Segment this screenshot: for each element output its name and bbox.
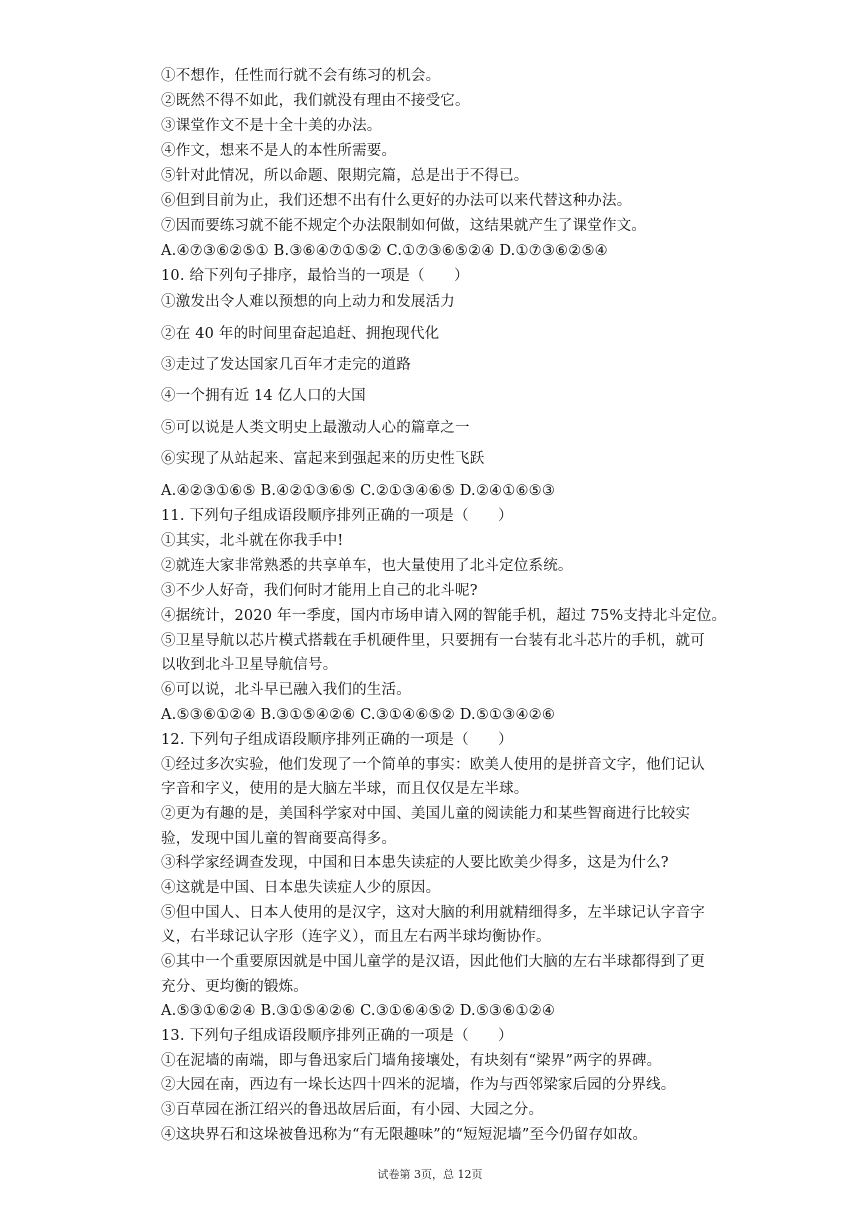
q12-sentence-4: ④这就是中国、日本患失读症人少的原因。 <box>161 880 441 896</box>
q11-sentence-6: ⑥可以说，北斗早已融入我们的生活。 <box>161 682 411 698</box>
option-sentence-5: ⑤针对此情况，所以命题、限期完篇，总是出于不得已。 <box>161 168 529 184</box>
q12-sentence-6: ⑥其中一个重要原因就是中国儿童学的是汉语，因此他们大脑的左右半球都得到了更 <box>161 954 705 970</box>
q10-sentence-1: ①激发出令人难以预想的向上动力和发展活力 <box>161 294 455 310</box>
q12-sentence-6-cont: 充分、更均衡的锻炼。 <box>161 979 308 995</box>
q13-sentence-2: ②大园在南，西边有一垛长达四十四米的泥墙，作为与西邻梁家后园的分界线。 <box>161 1077 676 1093</box>
q12-sentence-1-cont: 字音和字义，使用的是大脑左半球，而且仅仅是左半球。 <box>161 781 529 797</box>
question-10-title: 10. 给下列句子排序，最恰当的一项是（ ） <box>161 268 469 284</box>
q11-sentence-4: ④据统计，2020 年一季度，国内市场申请入网的智能手机，超过 75%支持北斗定位。 <box>161 608 727 624</box>
q12-sentence-5: ⑤但中国人、日本人使用的是汉字，这对大脑的利用就精细得多，左半球记认字音字 <box>161 905 705 921</box>
question-13-title: 13. 下列句子组成语段顺序排列正确的一项是（ ） <box>161 1028 513 1044</box>
option-sentence-6: ⑥但到目前为止，我们还想不出有什么更好的办法可以来代替这种办法。 <box>161 193 632 209</box>
q10-sentence-5: ⑤可以说是人类文明史上最激动人心的篇章之一 <box>161 420 470 436</box>
q11-answer-choices: A.⑤③⑥①②④ B.③①⑤④②⑥ C.③①④⑥⑤② D.⑤①③④②⑥ <box>161 707 556 723</box>
page-footer: 试卷第 3页，总 12页 <box>377 1168 483 1181</box>
q10-sentence-6: ⑥实现了从站起来、富起来到强起来的历史性飞跃 <box>161 451 485 467</box>
question-12-title: 12. 下列句子组成语段顺序排列正确的一项是（ ） <box>161 732 513 748</box>
q10-sentence-2: ②在 40 年的时间里奋起追赶、拥抱现代化 <box>161 326 440 342</box>
q10-answer-choices: A.④②③①⑥⑤ B.④②①③⑥⑤ C.②①③④⑥⑤ D.②④①⑥⑤③ <box>161 483 556 499</box>
option-sentence-3: ③课堂作文不是十全十美的办法。 <box>161 118 382 134</box>
q11-sentence-5: ⑤卫星导航以芯片模式搭载在手机硬件里，只要拥有一台装有北斗芯片的手机，就可 <box>161 633 705 649</box>
q11-sentence-3: ③不少人好奇，我们何时才能用上自己的北斗呢? <box>161 583 478 599</box>
q12-sentence-5-cont: 义，右半球记认字形（连字义），而且左右两半球均衡协作。 <box>161 929 551 945</box>
q12-sentence-1: ①经过多次实验，他们发现了一个简单的事实：欧美人使用的是拼音文字，他们记认 <box>161 757 705 773</box>
q13-sentence-4: ④这块界石和这垛被鲁迅称为“有无限趣味”的“短短泥墙”至今仍留存如故。 <box>161 1127 648 1143</box>
q11-sentence-2: ②就连大家非常熟悉的共享单车，也大量使用了北斗定位系统。 <box>161 558 573 574</box>
q12-sentence-2: ②更为有趣的是，美国科学家对中国、美国儿童的阅读能力和某些智商进行比较实 <box>161 806 691 822</box>
q11-sentence-1: ①其实，北斗就在你我手中! <box>161 533 344 549</box>
q10-sentence-4: ④一个拥有近 14 亿人口的大国 <box>161 388 366 404</box>
question-11-title: 11. 下列句子组成语段顺序排列正确的一项是（ ） <box>161 508 513 524</box>
q11-sentence-5-cont: 以收到北斗卫星导航信号。 <box>161 657 338 673</box>
q13-sentence-1: ①在泥墙的南端，即与鲁迅家后门墙角接壤处，有块刻有“梁界”两字的界碑。 <box>161 1053 662 1069</box>
q10-sentence-3: ③走过了发达国家几百年才走完的道路 <box>161 357 411 373</box>
q13-sentence-3: ③百草园在浙江绍兴的鲁迅故居后面，有小园、大园之分。 <box>161 1102 544 1118</box>
option-sentence-4: ④作文，想来不是人的本性所需要。 <box>161 143 397 159</box>
q12-answer-choices: A.⑤③①⑥②④ B.③①⑤④②⑥ C.③①⑥④⑤② D.⑤③⑥①②④ <box>161 1003 556 1019</box>
answer-choices: A.④⑦③⑥②⑤① B.③⑥④⑦①⑤② C.①⑦③⑥⑤②④ D.①⑦③⑥②⑤④ <box>161 243 608 259</box>
option-sentence-7: ⑦因而要练习就不能不规定个办法限制如何做，这结果就产生了课堂作文。 <box>161 218 647 234</box>
q12-sentence-2-cont: 验，发现中国儿童的智商要高得多。 <box>161 831 397 847</box>
q12-sentence-3: ③科学家经调查发现，中国和日本患失读症的人要比欧美少得多，这是为什么? <box>161 855 669 871</box>
option-sentence-2: ②既然不得不如此，我们就没有理由不接受它。 <box>161 93 470 109</box>
option-sentence-1: ①不想作，任性而行就不会有练习的机会。 <box>161 68 441 84</box>
